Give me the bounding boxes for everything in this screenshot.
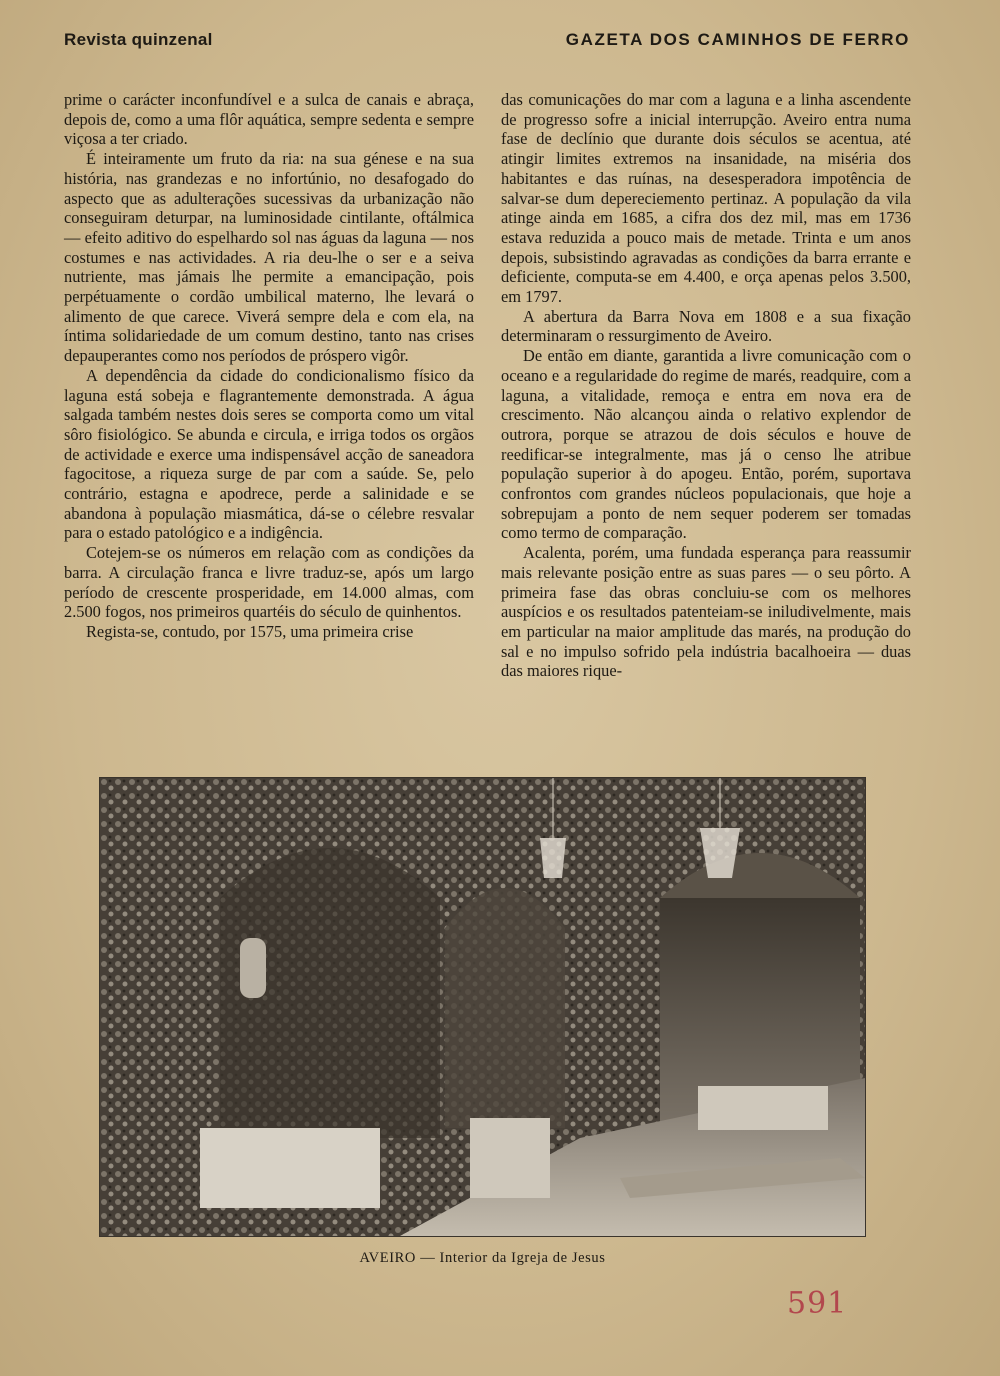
church-interior-photo — [100, 778, 865, 1236]
paragraph: A dependência da cidade do condicionalismo físico da laguna está sobeja e flagrantemente demonstrada. A água salgada também nestes dois seres se comporta como um vital sôro fisiológico. Se abunda e circula, e irriga todos os orgãos de actividade e exerce uma indispensável acção de saneadora fagocitose, a riqueza surge de par com a saúde. Se, pelo contrário, estagna e apodrece, perde a salinidade e se abandona à população miasmática, dá-se o célebre resvalar para o estado patológico e a indigência. — [64, 365, 474, 543]
paragraph: prime o carácter inconfundível e a sulca de canais e abraça, depois de, como a uma flôr aquática, sempre sedenta e sempre viçosa a ter criado. — [64, 90, 474, 149]
running-header-right: GAZETA DOS CAMINHOS DE FERRO — [565, 30, 910, 49]
paragraph: Regista-se, contudo, por 1575, uma primeira crise — [86, 621, 414, 641]
paragraph: Cotejem-se os números em relação com as condições da barra. A circulação franca e livre traduz-se, após um largo período de crescente prosperidade, em 14.000 almas, com 2.500 fogos, nos primeiros quartéis do século de quinhentos. — [64, 543, 474, 622]
running-header-left: Revista quinzenal — [64, 30, 213, 49]
photo-caption: AVEIRO — Interior da Igreja de Jesus — [359, 1250, 606, 1266]
paragraph: Acalenta, porém, uma fundada esperança para reassumir mais relevante posição entre as suas pares — o seu pôrto. A primeira fase das obras concluiu-se com os melhores auspícios e os resultados patenteiam-se iniludivelmente, mais em particular na maior amplitude das marés, na produção do sal e no impulso sofrido pela indústria bacalhoeira — duas das maiores rique- — [501, 543, 911, 681]
paragraph: A abertura da Barra Nova em 1808 e a sua fixação determinaram o ressurgimento de Aveiro. — [501, 306, 911, 346]
paragraph: das comunicações do mar com a laguna e a linha ascendente de progresso sofre a inicial interrupção. Aveiro entra numa fase de declínio que durante dois séculos se acentua, até atingir limites extremos na insanidade, na miséria dos habitantes e das ruínas, na desesperadora impotência de salvar-se dum depereciemento pertinaz. A população da vila atinge ainda em 1685, a cifra dos dez mil, mas em 1736 estava reduzida a pouco mais de metade. Trinta e um anos depois, subsistindo agravadas as condições da barra errante e deficiente, computa-se em 4.400, e orça apenas pelos 3.500, em 1797. — [501, 90, 911, 307]
paragraph: De então em diante, garantida a livre comunicação com o oceano e a regularidade do regime de marés, readquire, com a laguna, a vitalidade, remoça e entra em nova era de crescimento. Não alcançou ainda o relativo explendor de outrora, porque se atrazou de dois séculos e houve de reedificar-se integralmente, mas já o censo lhe atribue população superior à do apogeu. Então, porém, suportava confrontos com grandes núcleos populacionais, que hoje a sobrepujam a ponto de nem sequer poderem ser tomadas como termo de comparação. — [501, 346, 911, 543]
photo-illustration — [100, 778, 865, 1236]
right-text-column — [501, 90, 911, 681]
paragraph: É inteiramente um fruto da ria: na sua génese e na sua história, nas grandezas e no infortúnio, no desafogado do aspecto que as adulterações sucessivas da urbanização não conseguiram deturpar, na luminosidade cintilante, oftálmica — efeito aditivo do espelhardo sol nas águas da laguna — nos costumes e nas actividades. A ria deu-lhe o ser e a seiva nutriente, mas jámais lhe permite a emancipação, pois perpétuamente o cordão umbilical materno, lhe levará o alimento de que carece. Viverá sempre dela e com ela, na íntima solidariedade de um comum destino, tanto nas crises depauperantes como nos períodos de próspero vigôr. — [64, 149, 474, 366]
left-text-column — [64, 90, 474, 642]
page-number: 591 — [787, 1286, 848, 1321]
